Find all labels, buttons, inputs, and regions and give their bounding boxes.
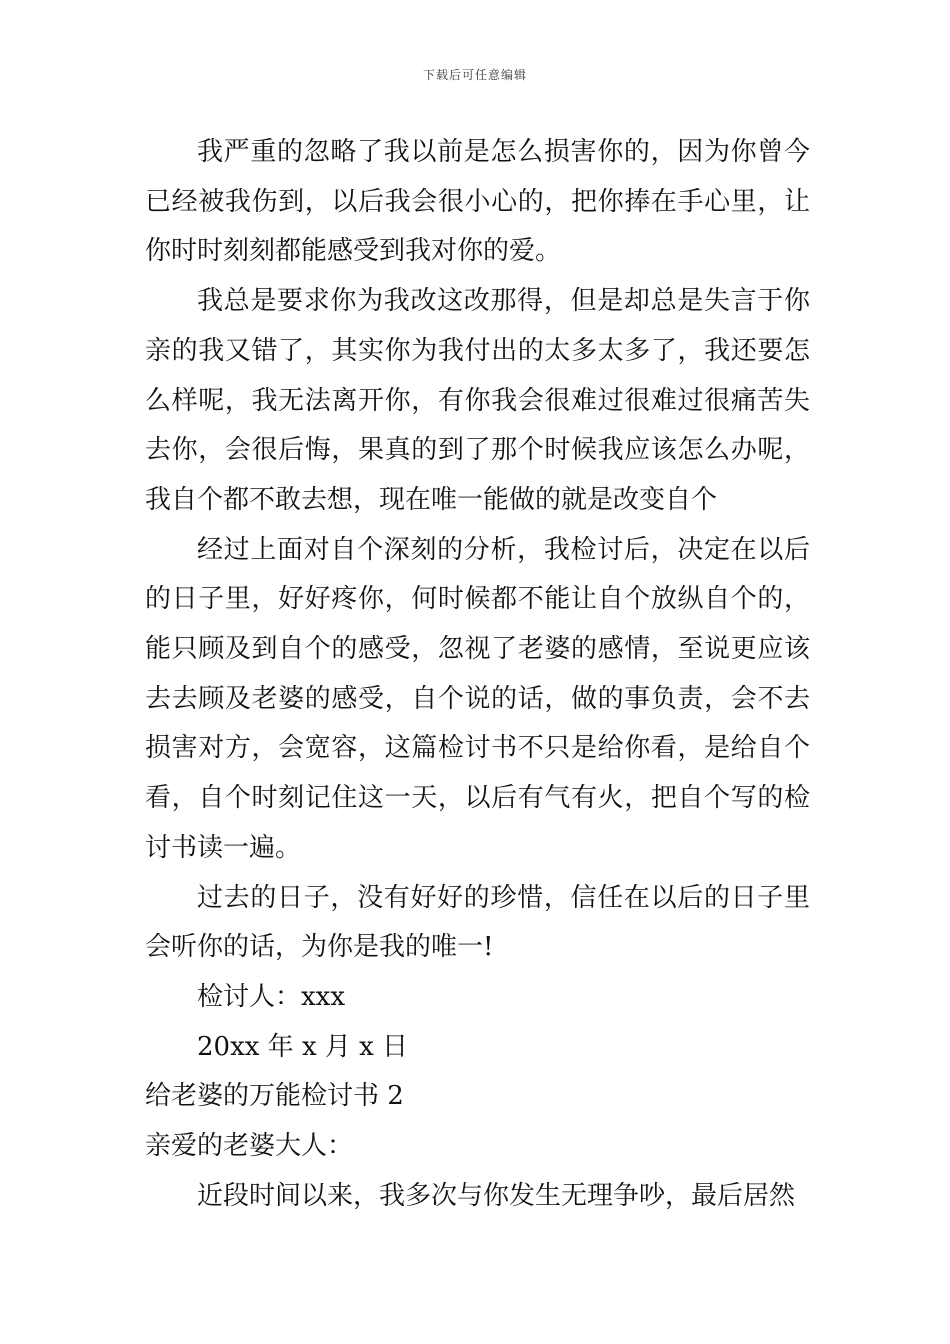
paragraph-3: 经过上面对自个深刻的分析，我检讨后，决定在以后的日子里，好好疼你，何时候都不能让自个放纵自个的，能只顾及到自个的感受，忽视了老婆的感情，至说更应该去去顾及老婆的感受，自个说的话，做的事负责，会不去损害对方，会宽容，这篇检讨书不只是给你看，是给自个看，自个时刻记住这一天，以后有气有火，把自个写的检讨书读一遍。	[145, 534, 810, 863]
page-header: 下载后可任意编辑	[422, 68, 527, 82]
document-body	[145, 128, 810, 1221]
paragraph-4: 过去的日子，没有好好的珍惜，信任在以后的日子里会听你的话，为你是我的唯一!	[145, 882, 810, 963]
reviewer-signature: 检讨人：xxx	[197, 981, 345, 1012]
section-title: 给老婆的万能检讨书 2	[145, 1081, 404, 1112]
signature-date: 20xx 年 x 月 x 日	[197, 1031, 409, 1062]
paragraph-1: 我严重的忽略了我以前是怎么损害你的，因为你曾今已经被我伤到，以后我会很小心的，把你捧在手心里，让你时时刻刻都能感受到我对你的爱。	[145, 137, 810, 267]
salutation: 亲爱的老婆大人：	[145, 1131, 354, 1162]
paragraph-5: 近段时间以来，我多次与你发生无理争吵，最后居然	[197, 1180, 796, 1211]
paragraph-2: 我总是要求你为我改这改那得，但是却总是失言于你亲的我又错了，其实你为我付出的太多太多了，我还要怎么样呢，我无法离开你，有你我会很难过很难过很痛苦失去你，会很后悔，果真的到了那个时候我应该怎么办呢，我自个都不敢去想，现在唯一能做的就是改变自个	[145, 286, 810, 515]
